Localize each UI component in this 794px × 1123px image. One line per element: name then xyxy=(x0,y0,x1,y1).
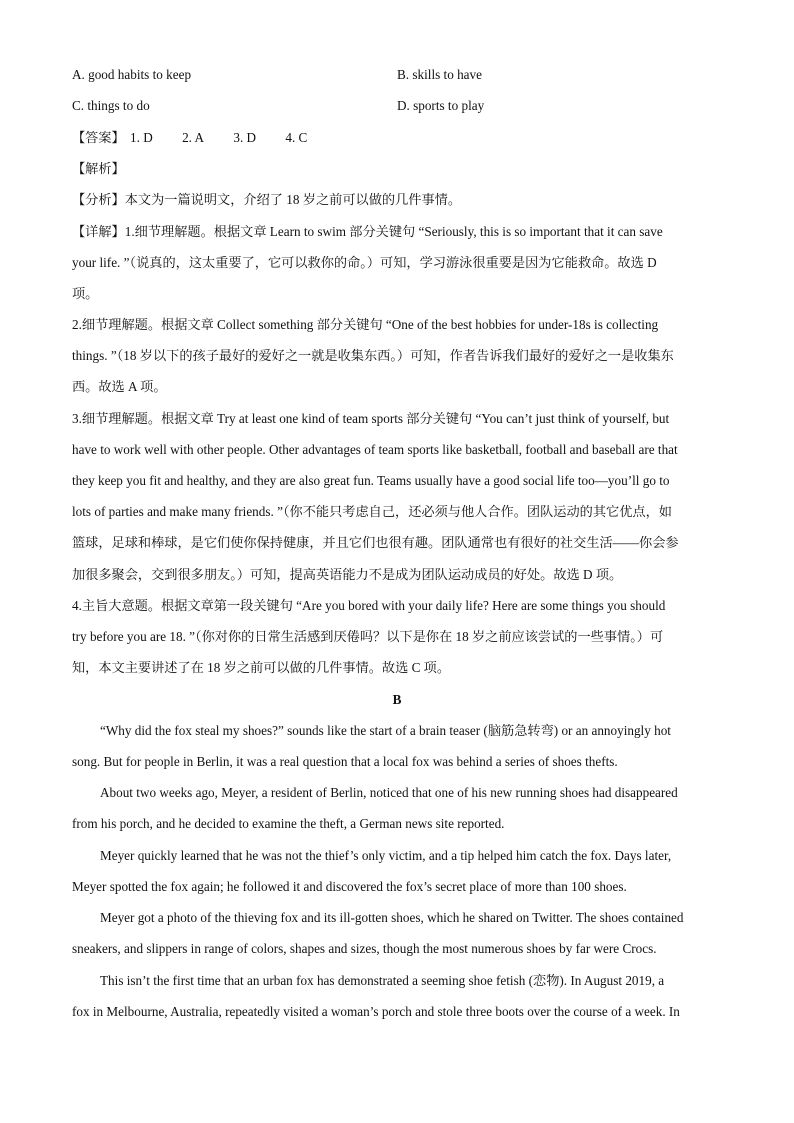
passage-line: Meyer quickly learned that he was not the thief’s only victim, and a tip helped him catch the fox. Days later, xyxy=(100,848,672,863)
passage-line: sneakers, and slippers in range of colors, shapes and sizes, though the most numerous shoes by far were Crocs. xyxy=(72,941,657,956)
option-a: A. good habits to keep xyxy=(72,67,192,82)
option-d: D. sports to play xyxy=(397,98,485,113)
analysis-line: 3.细节理解题。根据文章 Try at least one kind of team sports 部分关键句 “You can’t just think of yourself, but xyxy=(72,411,670,426)
option-c: C. things to do xyxy=(72,98,150,113)
answer-item: 3. D xyxy=(233,130,257,145)
analysis-line: your life. ”（说真的，这太重要了，它可以救你的命。）可知，学习游泳很重要是因为它能救命。故选 D xyxy=(72,255,657,270)
passage-line: song. But for people in Berlin, it was a real question that a local fox was behind a series of shoes thefts. xyxy=(72,754,618,769)
analysis-line: have to work well with other people. Other advantages of team sports like basketball, football and baseball are that xyxy=(72,442,678,457)
passage-line: Meyer got a photo of the thieving fox and its ill-gotten shoes, which he shared on Twitter. The shoes contained xyxy=(100,910,684,925)
analysis-line: 西。故选 A 项。 xyxy=(72,379,167,394)
passage-line: About two weeks ago, Meyer, a resident of Berlin, noticed that one of his new running shoes had disappeared xyxy=(100,785,678,800)
analysis-line: 篮球，足球和棒球，是它们使你保持健康，并且它们也很有趣。团队通常也有很好的社交生活——你会参 xyxy=(72,535,679,550)
analysis-line: 【详解】1.细节理解题。根据文章 Learn to swim 部分关键句 “Seriously, this is so important that it can save xyxy=(72,224,663,239)
passage-line: from his porch, and he decided to examine the theft, a German news site reported. xyxy=(72,816,505,831)
analysis-line: lots of parties and make many friends. ”（你不能只考虑自己，还必须与他人合作。团队运动的其它优点，如 xyxy=(72,504,672,519)
answer-item: 4. C xyxy=(285,130,308,145)
analysis-label: 【解析】 xyxy=(72,161,125,176)
passage-line: Meyer spotted the fox again; he followed it and discovered the fox’s secret place of more than 100 shoes. xyxy=(72,879,627,894)
analysis-line: 4.主旨大意题。根据文章第一段关键句 “Are you bored with your daily life? Here are some things you should xyxy=(72,598,666,613)
analysis-line: 知，本文主要讲述了在 18 岁之前可以做的几件事情。故选 C 项。 xyxy=(72,660,451,675)
answer-line xyxy=(72,129,333,147)
answer-label: 【答案】 xyxy=(72,130,125,145)
analysis-line: things. ”（18 岁以下的孩子最好的爱好之一就是收集东西。）可知，作者告诉我们最好的爱好之一是收集东 xyxy=(72,348,674,363)
option-b: B. skills to have xyxy=(397,67,482,82)
analysis-line: 项。 xyxy=(72,286,99,301)
passage-line: fox in Melbourne, Australia, repeatedly visited a woman’s porch and stole three boots over the course of a week. In xyxy=(72,1004,680,1019)
answer-item: 1. D xyxy=(130,130,153,145)
analysis-line: 2.细节理解题。根据文章 Collect something 部分关键句 “One of the best hobbies for under-18s is collecting xyxy=(72,317,659,332)
answer-item: 2. A xyxy=(182,130,205,145)
analysis-line: they keep you fit and healthy, and they are also great fun. Teams usually have a good social life too—you’ll go to xyxy=(72,473,670,488)
analysis-line: 加很多聚会，交到很多朋友。）可知，提高英语能力不是成为团队运动成员的好处。故选 D 项。 xyxy=(72,567,623,582)
analysis-line: try before you are 18. ”（你对你的日常生活感到厌倦吗？以下是你在 18 岁之前应该尝试的一些事情。）可 xyxy=(72,629,664,644)
passage-line: This isn’t the first time that an urban fox has demonstrated a seeming shoe fetish (恋物). In August 2019, a xyxy=(100,973,665,988)
passage-line: “Why did the fox steal my shoes?” sounds like the start of a brain teaser (脑筋急转弯) or an annoyingly hot xyxy=(100,723,671,738)
analysis-line: 【分析】本文为一篇说明文，介绍了 18 岁之前可以做的几件事情。 xyxy=(72,192,462,207)
section-title: B xyxy=(392,692,402,707)
